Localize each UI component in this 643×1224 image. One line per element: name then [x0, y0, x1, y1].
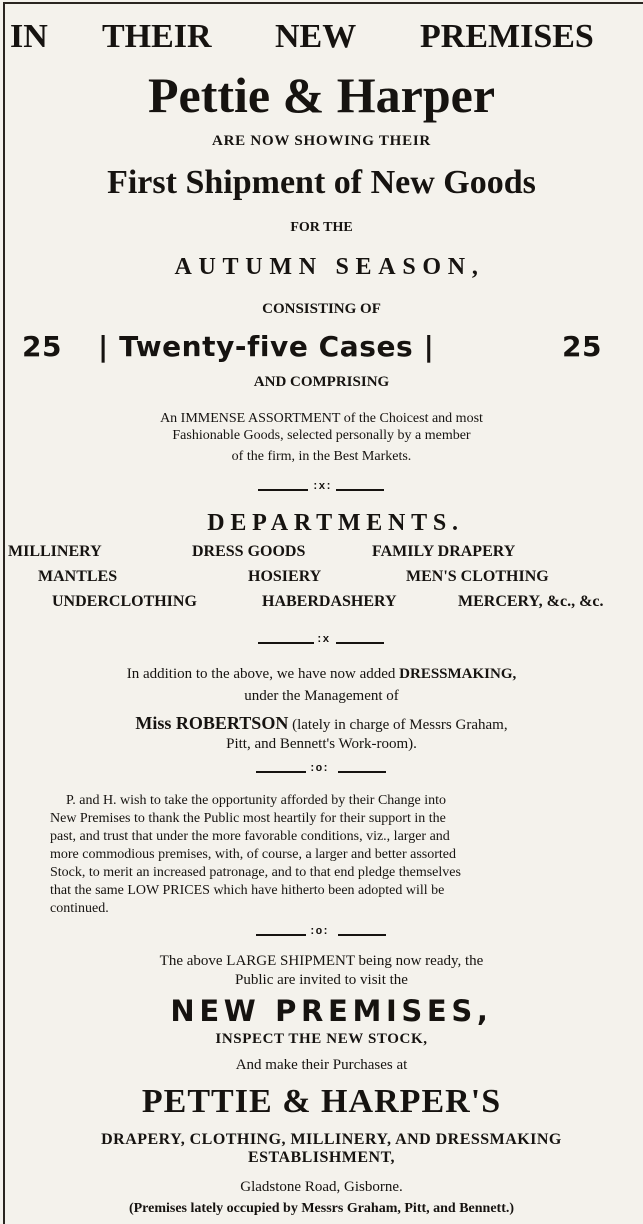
department-item: DRESS GOODS: [192, 543, 306, 560]
manager-note: (lately in charge of Messrs Graham,: [292, 717, 508, 733]
inspect-line: INSPECT THE NEW STOCK,: [215, 1031, 428, 1047]
ornament-mark: :x: [316, 634, 330, 646]
address-line: Gladstone Road, Gisborne.: [240, 1179, 403, 1195]
closing-line: Public are invited to visit the: [235, 972, 408, 988]
department-item: MERCERY, &c., &c.: [458, 593, 604, 610]
establishment-line: DRAPERY, CLOTHING, MILLINERY, AND DRESSMAKING: [101, 1131, 562, 1148]
ornament-mark: :x:: [312, 481, 332, 493]
showing-line: ARE NOW SHOWING THEIR: [212, 133, 431, 149]
consisting-line: CONSISTING OF: [262, 301, 381, 317]
department-item: MILLINERY: [8, 543, 102, 560]
establishment-line: ESTABLISHMENT,: [247, 1149, 396, 1166]
closing-line: The above LARGE SHIPMENT being now ready, the: [159, 953, 484, 969]
notice-line: past, and trust that under the more favorable conditions, viz., larger and: [50, 829, 450, 844]
ornament-divider: [258, 636, 384, 650]
heading-word: THEIR: [102, 18, 212, 55]
ornament-mark: :o:: [309, 926, 329, 938]
season-line: AUTUMN SEASON,: [174, 254, 485, 280]
manager-note-line: Pitt, and Bennett's Work-room).: [226, 736, 417, 752]
top-border-rule: [4, 2, 643, 4]
heading-word: NEW: [275, 18, 357, 55]
cases-number-left: 25: [22, 330, 63, 363]
for-the-line: FOR THE: [290, 220, 353, 235]
department-item: MANTLES: [38, 568, 118, 585]
department-item: UNDERCLOTHING: [52, 593, 197, 610]
notice-line: Stock, to merit an increased patronage, and to that end pledge themselves: [50, 865, 461, 880]
ornament-divider: [258, 483, 384, 497]
ornament-divider: [256, 928, 386, 942]
comprising-line: AND COMPRISING: [253, 374, 390, 390]
ornament-mark: :o:: [309, 763, 329, 775]
management-line: under the Management of: [244, 688, 399, 704]
new-premises-line: NEW PREMISES,: [170, 994, 493, 1028]
premises-note: (Premises lately occupied by Messrs Graham, Pitt, and Bennett.): [128, 1201, 515, 1216]
cases-number-right: 25: [562, 330, 603, 363]
assortment-line: An IMMENSE ASSORTMENT of the Choicest and most: [160, 411, 483, 426]
department-item: HOSIERY: [248, 568, 322, 585]
assortment-line: Fashionable Goods, selected personally by a member: [172, 428, 471, 443]
department-item: HABERDASHERY: [262, 593, 397, 610]
dressmaking-bold: DRESSMAKING,: [399, 666, 517, 682]
notice-line: P. and H. wish to take the opportunity afforded by their Change into: [66, 793, 447, 808]
notice-line: that the same LOW PRICES which have hitherto been adopted will be: [50, 883, 445, 898]
purchases-line: And make their Purchases at: [235, 1057, 408, 1073]
firm-name-caps: PETTIE & HARPER'S: [141, 1083, 502, 1120]
ornament-divider: [256, 765, 386, 779]
notice-line: more commodious premises, with, of course, a larger and better assorted: [50, 847, 457, 862]
cases-separator: |: [423, 330, 435, 363]
notice-line: continued.: [50, 901, 109, 916]
cases-separator: |: [98, 330, 109, 363]
heading-word: PREMISES: [420, 18, 594, 55]
cases-center: Twenty-five Cases: [119, 330, 414, 363]
department-item: MEN'S CLOTHING: [406, 568, 549, 585]
heading-word: IN: [10, 18, 48, 55]
firm-name: Pettie & Harper: [147, 67, 496, 123]
dressmaking-line: [0, 667, 643, 682]
manager-line: [0, 714, 643, 733]
cases-text: [98, 330, 435, 363]
departments-title: DEPARTMENTS.: [207, 510, 464, 536]
department-item: FAMILY DRAPERY: [372, 543, 516, 560]
dressmaking-text: In addition to the above, we have now added: [126, 666, 396, 682]
assortment-line: of the firm, in the Best Markets.: [231, 449, 412, 464]
manager-name: Miss ROBERTSON: [135, 713, 289, 733]
notice-line: New Premises to thank the Public most heartily for their support in the: [50, 811, 446, 826]
shipment-title: First Shipment of New Goods: [107, 164, 536, 201]
